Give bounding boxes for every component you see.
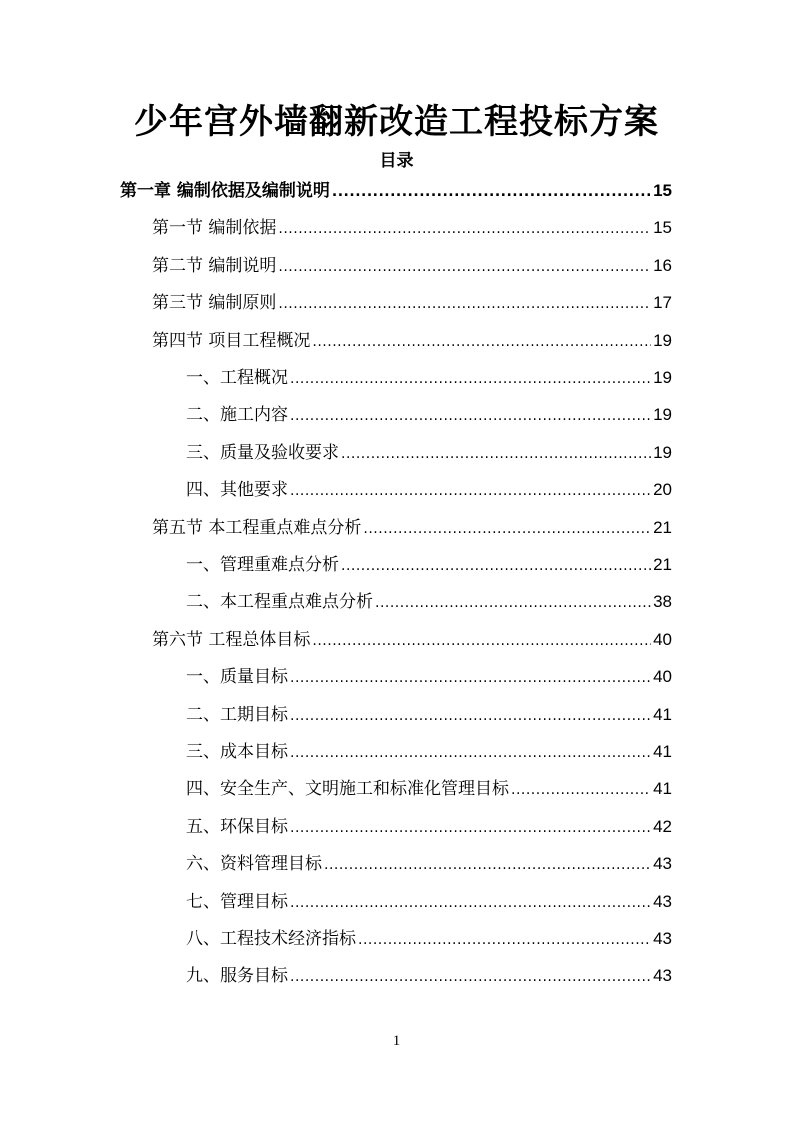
toc-entry-page: 38 (653, 592, 672, 612)
toc-entry-label: 第五节 本工程重点难点分析 (152, 517, 362, 538)
toc-entry-page: 41 (653, 742, 672, 761)
toc-leader-dots (290, 820, 651, 836)
toc-entry-page: 15 (653, 181, 672, 200)
toc-leader-dots (341, 446, 651, 462)
toc-entry-page: 42 (653, 816, 672, 836)
toc-entry[interactable] (152, 213, 672, 243)
toc-entry-page: 20 (653, 480, 672, 500)
toc-entry-page: 41 (653, 704, 672, 724)
toc-entry-label: 第四节 项目工程概况 (152, 330, 311, 351)
toc-entry-page: 19 (653, 368, 672, 387)
toc-entry[interactable] (186, 812, 672, 842)
toc-leader-dots (324, 857, 651, 873)
toc-entry[interactable] (186, 475, 672, 505)
toc-entry-page: 40 (653, 667, 672, 687)
toc-entry[interactable] (186, 438, 672, 468)
toc-entry-label: 三、质量及验收要求 (186, 442, 339, 463)
toc-entry-label: 二、施工内容 (186, 405, 288, 426)
page-number: 1 (392, 1033, 401, 1049)
toc-entry-label: 九、服务目标 (186, 966, 288, 987)
toc-leader-dots (290, 969, 651, 985)
toc-entry-page: 43 (653, 854, 672, 874)
toc-entry-page: 21 (653, 555, 672, 574)
toc-entry-label: 五、环保目标 (186, 816, 288, 837)
toc-entry-label: 一、质量目标 (186, 667, 288, 688)
toc-entry-label: 三、成本目标 (186, 742, 288, 762)
toc-leader-dots (278, 259, 651, 275)
toc-leader-dots (312, 633, 651, 649)
toc-entry-page: 21 (653, 517, 672, 537)
toc-leader-dots (290, 483, 651, 499)
toc-entry[interactable] (152, 326, 672, 356)
document-title: 少年宫外墙翻新改造工程投标方案 (134, 102, 659, 142)
toc-entry-page: 40 (653, 629, 672, 649)
toc-entry[interactable] (186, 774, 672, 804)
toc-leader-dots (278, 221, 651, 237)
toc-entry-label: 八、工程技术经济指标 (186, 929, 356, 949)
toc-entry[interactable] (186, 363, 672, 393)
toc-entry-page: 43 (653, 966, 672, 986)
toc-leader-dots (332, 184, 651, 200)
toc-entry-label: 七、管理目标 (186, 891, 288, 912)
toc-leader-dots (511, 782, 651, 798)
toc-leader-dots (290, 895, 651, 911)
toc-entry-label: 第三节 编制原则 (152, 293, 277, 314)
toc-leader-dots (290, 408, 651, 424)
toc-leader-dots (290, 371, 651, 387)
toc-heading: 目录 (379, 151, 414, 171)
toc-entry-page: 15 (653, 218, 672, 238)
toc-entry[interactable] (186, 550, 672, 580)
toc-entry-page: 19 (653, 405, 672, 425)
toc-entry-label: 第六节 工程总体目标 (152, 629, 311, 650)
toc-entry-page: 43 (653, 929, 672, 948)
toc-entry[interactable] (152, 513, 672, 543)
toc-entry-label: 第二节 编制说明 (152, 255, 277, 276)
toc-entry-page: 17 (653, 293, 672, 313)
toc-entry-label: 第一章 编制依据及编制说明 (120, 181, 330, 201)
toc-entry-label: 一、工程概况 (186, 368, 288, 388)
toc-entry-page: 41 (653, 779, 672, 799)
toc-entry-label: 四、安全生产、文明施工和标准化管理目标 (186, 779, 509, 800)
toc-entry-label: 一、管理重难点分析 (186, 555, 339, 575)
toc-leader-dots (278, 296, 651, 312)
toc-entry-label: 第一节 编制依据 (152, 218, 277, 239)
toc-entry-page: 19 (653, 330, 672, 350)
toc-entry[interactable] (186, 662, 672, 692)
toc-entry[interactable] (120, 176, 672, 206)
toc-entry-page: 43 (653, 891, 672, 911)
toc-entry-label: 六、资料管理目标 (186, 854, 322, 875)
toc-entry[interactable] (152, 251, 672, 281)
toc-entry[interactable] (186, 400, 672, 430)
toc-entry-page: 16 (653, 255, 672, 275)
toc-leader-dots (290, 670, 651, 686)
toc-entry-label: 二、本工程重点难点分析 (186, 592, 373, 613)
toc-entry[interactable] (152, 625, 672, 655)
toc-entry-label: 二、工期目标 (186, 704, 288, 725)
toc-leader-dots (363, 521, 651, 537)
toc-entry[interactable] (186, 961, 672, 991)
toc-entry[interactable] (186, 924, 672, 954)
toc-leader-dots (375, 595, 651, 611)
toc-entry[interactable] (186, 849, 672, 879)
toc-entry-label: 四、其他要求 (186, 480, 288, 501)
toc-leader-dots (358, 932, 651, 948)
toc-leader-dots (312, 334, 651, 350)
toc-leader-dots (290, 745, 651, 761)
toc-entry-page: 19 (653, 442, 672, 462)
toc-entry[interactable] (152, 288, 672, 318)
toc-leader-dots (290, 708, 651, 724)
toc-entry[interactable] (186, 887, 672, 917)
toc-entry[interactable] (186, 700, 672, 730)
toc-leader-dots (341, 558, 651, 574)
toc-entry[interactable] (186, 737, 672, 767)
toc-entry[interactable] (186, 587, 672, 617)
